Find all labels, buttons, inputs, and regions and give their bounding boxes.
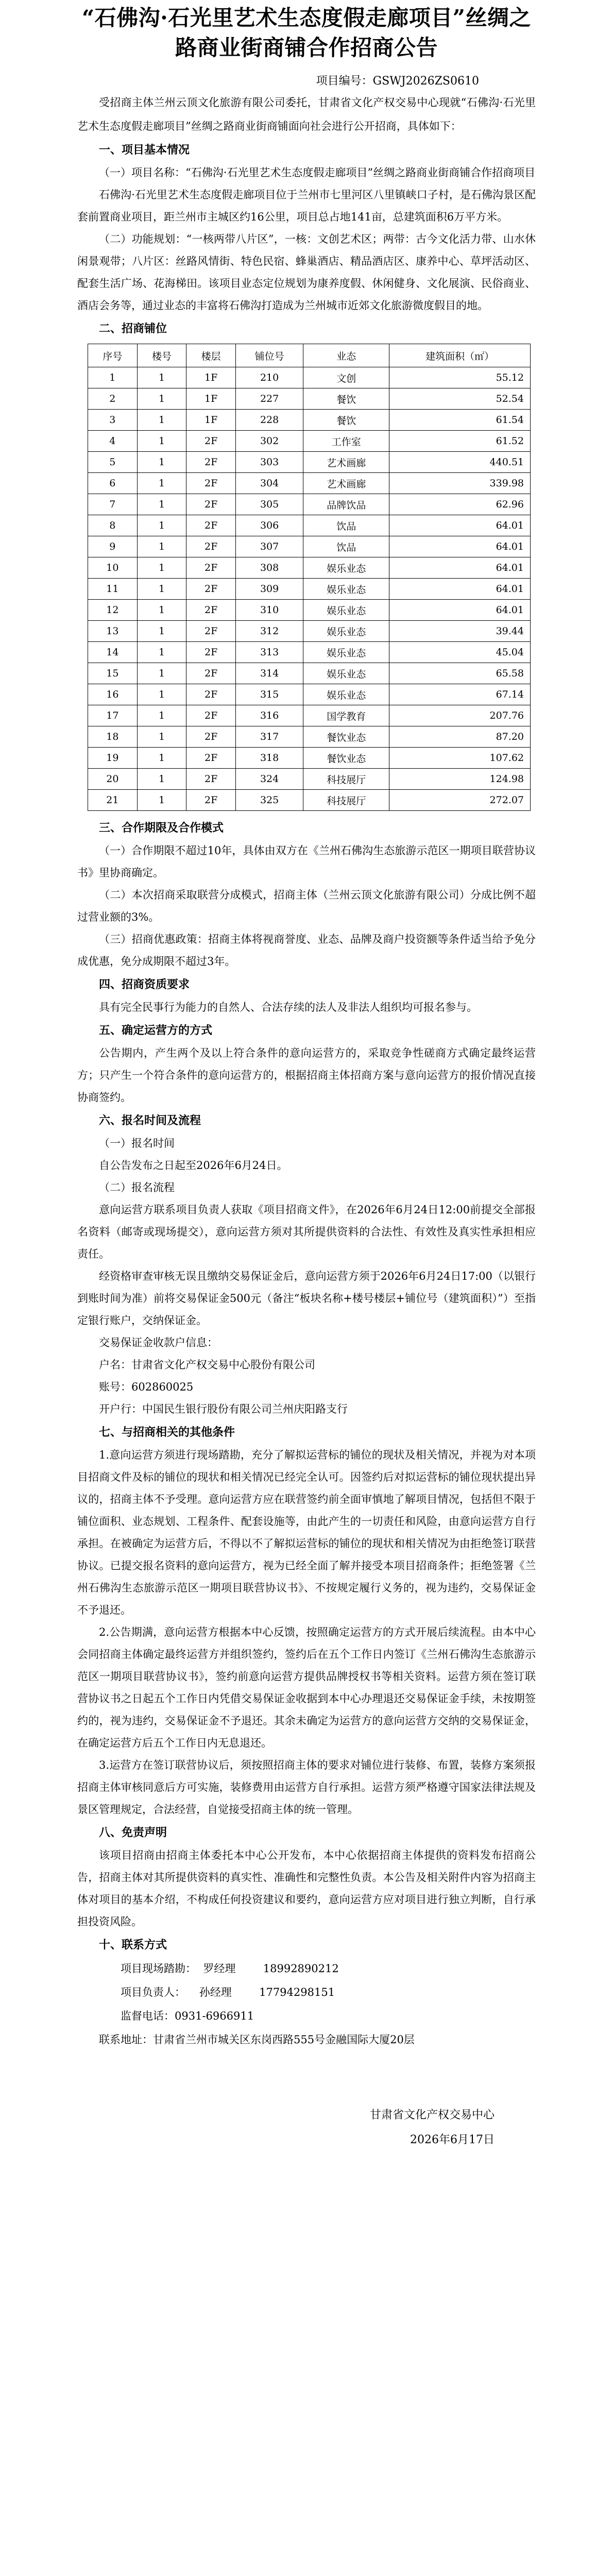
cell-floor: 2F [186, 621, 236, 642]
cell-index: 10 [88, 557, 138, 579]
cell-building: 1 [137, 621, 186, 642]
cell-index: 3 [88, 410, 138, 431]
deposit-paragraph: 经资格审查审核无误且缴纳交易保证金后，意向运营方须于2026年6月24日17:00（以银行到账时间为准）前将交易保证金500元（备注“板块名称+楼号楼层+铺位号（建筑面积）”）至指定银行账户，交纳保证金。 [77, 1270, 536, 1327]
table-row [88, 600, 531, 621]
cell-building: 1 [137, 600, 186, 621]
table-row [88, 367, 531, 388]
cell-unit-no: 304 [235, 473, 303, 494]
cell-business-type: 餐饮业态 [303, 748, 389, 769]
cell-area: 52.54 [389, 388, 531, 410]
cell-floor: 2F [186, 705, 236, 726]
col-header-building: 楼号 [137, 344, 186, 367]
project-number: 项目编号：GSWJ2026ZS0610 [316, 75, 479, 88]
cell-area: 64.01 [389, 600, 531, 621]
deposit-account-heading: 交易保证金收款户信息： [99, 1336, 218, 1349]
function-planning-paragraph: （二）功能规划：“一核两带八片区”，一核：文创艺术区；两带：古今文化活力带、山水休闲景观带；八片区：丝路风情街、特色民宿、蜂巢酒店、精品酒店区、康养中心、草坪活动区、配套生活广场、花海梯田。该项目业态定位规划为康养度假、休闲健身、文化展演、民俗商业、酒店会务等，通过业态的丰富将石佛沟打造成为兰州城市近郊文化旅游微度假目的地。 [77, 233, 536, 312]
cell-business-type: 科技展厅 [303, 769, 389, 790]
cell-floor: 2F [186, 726, 236, 748]
cell-business-type: 科技展厅 [303, 790, 389, 811]
issue-date: 2026年6月17日 [410, 2133, 495, 2146]
col-header-business-type: 业态 [303, 344, 389, 367]
cell-unit-no: 227 [235, 388, 303, 410]
table-row [88, 536, 531, 557]
cell-index: 15 [88, 663, 138, 684]
cell-business-type: 国学教育 [303, 705, 389, 726]
cell-area: 67.14 [389, 684, 531, 705]
cell-business-type: 品牌饮品 [303, 494, 389, 515]
cell-building: 1 [137, 557, 186, 579]
issuer-name: 甘肃省文化产权交易中心 [369, 2109, 495, 2122]
cell-index: 7 [88, 494, 138, 515]
contact-supervision-phone: 监督电话：0931-6966911 [121, 2010, 254, 2022]
cell-area: 61.52 [389, 431, 531, 452]
cell-business-type: 娱乐业态 [303, 579, 389, 600]
registration-time-paragraph: 自公告发布之日起至2026年6月24日。 [99, 1159, 288, 1172]
section-heading-selection: 五、确定运营方的方式 [99, 1024, 213, 1037]
cell-area: 87.20 [389, 726, 531, 748]
cell-floor: 2F [186, 642, 236, 663]
cell-area: 64.01 [389, 515, 531, 536]
cell-building: 1 [137, 536, 186, 557]
cell-floor: 2F [186, 579, 236, 600]
cell-area: 39.44 [389, 621, 531, 642]
table-row [88, 579, 531, 600]
cell-floor: 2F [186, 473, 236, 494]
table-row [88, 790, 531, 811]
cell-area: 207.76 [389, 705, 531, 726]
qualification-paragraph: 具有完全民事行为能力的自然人、合法存续的法人及非法人组织均可报名参与。 [99, 1001, 478, 1013]
table-row [88, 748, 531, 769]
cell-floor: 1F [186, 410, 236, 431]
cell-floor: 2F [186, 769, 236, 790]
cell-floor: 2F [186, 748, 236, 769]
cell-business-type: 艺术画廊 [303, 452, 389, 473]
cell-area: 64.01 [389, 579, 531, 600]
cell-building: 1 [137, 726, 186, 748]
cell-floor: 2F [186, 494, 236, 515]
cell-unit-no: 316 [235, 705, 303, 726]
cell-unit-no: 324 [235, 769, 303, 790]
table-row [88, 621, 531, 642]
cell-floor: 2F [186, 536, 236, 557]
section-heading-disclaimer: 八、免责声明 [99, 1826, 167, 1839]
cell-unit-no: 312 [235, 621, 303, 642]
cell-area: 272.07 [389, 790, 531, 811]
table-row [88, 726, 531, 748]
cell-unit-no: 318 [235, 748, 303, 769]
table-row [88, 684, 531, 705]
cell-index: 6 [88, 473, 138, 494]
cell-index: 13 [88, 621, 138, 642]
cell-floor: 2F [186, 684, 236, 705]
cell-building: 1 [137, 684, 186, 705]
cell-business-type: 娱乐业态 [303, 642, 389, 663]
cell-unit-no: 317 [235, 726, 303, 748]
project-location-paragraph: 石佛沟·石光里艺术生态度假走廊项目位于兰州市七里河区八里镇峡口子村，是石佛沟景区配套前置商业项目，距兰州市主城区约16公里，项目总占地141亩，总建筑面积6万平方米。 [77, 189, 536, 223]
cell-index: 2 [88, 388, 138, 410]
cell-unit-no: 305 [235, 494, 303, 515]
cell-index: 17 [88, 705, 138, 726]
incentive-policy-paragraph: （三）招商优惠政策：招商主体将视商誉度、业态、品牌及商户投资额等条件适当给予免分成优惠，免分成期限不超过3年。 [77, 933, 536, 968]
account-name: 户名：甘肃省文化产权交易中心股份有限公司 [99, 1359, 315, 1371]
table-row [88, 473, 531, 494]
cell-unit-no: 315 [235, 684, 303, 705]
cell-index: 5 [88, 452, 138, 473]
cell-area: 107.62 [389, 748, 531, 769]
registration-process-heading: （二）报名流程 [99, 1181, 175, 1194]
cell-business-type: 饮品 [303, 536, 389, 557]
cell-area: 339.98 [389, 473, 531, 494]
cell-unit-no: 313 [235, 642, 303, 663]
table-row [88, 452, 531, 473]
cell-floor: 2F [186, 663, 236, 684]
cell-index: 18 [88, 726, 138, 748]
cell-area: 62.96 [389, 494, 531, 515]
cell-business-type: 饮品 [303, 515, 389, 536]
col-header-index: 序号 [88, 344, 138, 367]
cell-building: 1 [137, 494, 186, 515]
cell-business-type: 艺术画廊 [303, 473, 389, 494]
cell-area: 65.58 [389, 663, 531, 684]
intro-paragraph: 受招商主体兰州云顶文化旅游有限公司委托，甘肃省文化产权交易中心现就“石佛沟·石光里艺术生态度假走廊项目”丝绸之路商业街商铺面向社会进行公开招商，具体如下： [77, 96, 536, 132]
cell-business-type: 餐饮业态 [303, 726, 389, 748]
page-title: “石佛沟·石光里艺术生态度假走廊项目”丝绸之路商业街商铺合作招商公告 [82, 5, 531, 60]
cooperation-mode-paragraph: （二）本次招商采取联营分成模式，招商主体（兰州云顶文化旅游有限公司）分成比例不超过营业额的3%。 [77, 889, 536, 923]
cell-floor: 2F [186, 600, 236, 621]
cell-index: 1 [88, 367, 138, 388]
table-row [88, 515, 531, 536]
cell-floor: 2F [186, 557, 236, 579]
section-heading-other-conditions: 七、与招商相关的其他条件 [99, 1426, 235, 1439]
section-heading-registration: 六、报名时间及流程 [99, 1114, 201, 1127]
cell-unit-no: 302 [235, 431, 303, 452]
cell-building: 1 [137, 579, 186, 600]
col-header-floor: 楼层 [186, 344, 236, 367]
cell-unit-no: 228 [235, 410, 303, 431]
cell-area: 124.98 [389, 769, 531, 790]
cell-building: 1 [137, 367, 186, 388]
units-table [88, 344, 531, 811]
cell-floor: 2F [186, 790, 236, 811]
cell-business-type: 娱乐业态 [303, 600, 389, 621]
cell-index: 11 [88, 579, 138, 600]
table-row [88, 642, 531, 663]
cell-unit-no: 307 [235, 536, 303, 557]
table-row [88, 494, 531, 515]
cell-unit-no: 310 [235, 600, 303, 621]
cell-business-type: 娱乐业态 [303, 684, 389, 705]
table-row [88, 705, 531, 726]
cell-area: 45.04 [389, 642, 531, 663]
condition-2-paragraph: 2.公告期满，意向运营方根据本中心反馈，按照确定运营方的方式开展后续流程。由本中心会同招商主体确定最终运营方并组织签约，签约后在五个工作日内签订《兰州石佛沟生态旅游示范区一期项目联营协议书》，签约前意向运营方提供品牌授权书等相关资料。运营方须在签订联营协议书之日起五个工作日内凭借交易保证金收据到本中心办理退还交易保证金手续，未按期签约的，视为违约，交易保证金不予退还。其余未确定为运营方的意向运营方交纳的交易保证金，在确定运营方后五个工作日内无息退还。 [77, 1626, 536, 1749]
cell-business-type: 工作室 [303, 431, 389, 452]
cell-floor: 2F [186, 452, 236, 473]
cell-business-type: 娱乐业态 [303, 663, 389, 684]
cell-index: 20 [88, 769, 138, 790]
cell-business-type: 文创 [303, 367, 389, 388]
project-name-paragraph: （一）项目名称：“石佛沟·石光里艺术生态度假走廊项目”丝绸之路商业街商铺合作招商项目 [99, 166, 536, 179]
cell-index: 8 [88, 515, 138, 536]
cell-business-type: 娱乐业态 [303, 557, 389, 579]
condition-3-paragraph: 3.运营方在签订联营协议后，须按照招商主体的要求对铺位进行装修、布置，装修方案须报招商主体审核同意后方可实施，装修费用由运营方自行承担。运营方须严格遵守国家法律法规及景区管理规定，合法经营，自觉接受招商主体的统一管理。 [77, 1759, 536, 1816]
cell-area: 64.01 [389, 557, 531, 579]
cell-floor: 1F [186, 367, 236, 388]
cell-index: 9 [88, 536, 138, 557]
cell-area: 61.54 [389, 410, 531, 431]
condition-1-paragraph: 1.意向运营方须进行现场踏勘，充分了解拟运营标的铺位的现状及相关情况，并视为对本项目招商文件及标的铺位的现状和相关情况已经完全认可。因签约后对拟运营标的铺位现状提出异议的，招商主体不予受理。意向运营方应在联营签约前全面审慎地了解项目情况，包括但不限于铺位面积、业态规划、工程条件、配套设施等，由此产生的一切责任和风险，由意向运营方自行承担。在被确定为运营方后，不得以不了解拟运营标的铺位的现状和相关情况为由拒绝签订联营协议。已提交报名资料的意向运营方，视为已经全面了解并接受本项目招商条件；拒绝签署《兰州石佛沟生态旅游示范区一期项目联营协议书》、不按规定履行义务的，视为违约，交易保证金不予退还。 [77, 1449, 536, 1616]
cell-index: 12 [88, 600, 138, 621]
cell-area: 55.12 [389, 367, 531, 388]
cell-building: 1 [137, 705, 186, 726]
cell-unit-no: 303 [235, 452, 303, 473]
cell-index: 19 [88, 748, 138, 769]
cell-unit-no: 309 [235, 579, 303, 600]
section-heading-project-info: 一、项目基本情况 [99, 143, 190, 157]
section-heading-cooperation: 三、合作期限及合作模式 [99, 821, 224, 835]
table-row [88, 388, 531, 410]
col-header-area: 建筑面积（㎡） [389, 344, 531, 367]
contact-address: 联系地址：甘肃省兰州市城关区东岗西路555号金融国际大厦20层 [99, 2033, 415, 2046]
cell-unit-no: 306 [235, 515, 303, 536]
col-header-unit-no: 铺位号 [235, 344, 303, 367]
units-table-body [88, 367, 531, 811]
cell-floor: 2F [186, 515, 236, 536]
cell-index: 4 [88, 431, 138, 452]
cell-area: 64.01 [389, 536, 531, 557]
cell-unit-no: 325 [235, 790, 303, 811]
section-heading-contact: 十、联系方式 [99, 1938, 167, 1952]
cell-index: 14 [88, 642, 138, 663]
cell-business-type: 餐饮 [303, 410, 389, 431]
table-row [88, 431, 531, 452]
cell-floor: 1F [186, 388, 236, 410]
contact-project-lead: 项目负责人： 孙经理 17794298151 [121, 1986, 335, 1998]
cell-building: 1 [137, 431, 186, 452]
cell-building: 1 [137, 748, 186, 769]
selection-method-paragraph: 公告期内，产生两个及以上符合条件的意向运营方的，采取竞争性磋商方式确定最终运营方；只产生一个符合条件的意向运营方的，根据招商主体招商方案与意向运营方的报价情况直接协商签约。 [77, 1047, 536, 1104]
account-bank: 开户行：中国民生银行股份有限公司兰州庆阳路支行 [99, 1403, 348, 1415]
disclaimer-paragraph: 该项目招商由招商主体委托本中心公开发布，本中心依据招商主体提供的资料发布招商公告，招商主体对其所提供资料的真实性、准确性和完整性负责。本公告及相关附件内容为招商主体对项目的基本介绍，不构成任何投资建议和要约，意向运营方应对项目进行独立判断，自行承担投资风险。 [77, 1849, 536, 1928]
cell-building: 1 [137, 642, 186, 663]
cell-unit-no: 314 [235, 663, 303, 684]
contact-site-visit: 项目现场踏勘： 罗经理 18992890212 [121, 1962, 339, 1975]
cell-building: 1 [137, 790, 186, 811]
section-heading-qualification: 四、招商资质要求 [99, 978, 190, 991]
cell-building: 1 [137, 388, 186, 410]
cooperation-term-paragraph: （一）合作期限不超过10年，具体由双方在《兰州石佛沟生态旅游示范区一期项目联营协议书》里协商确定。 [77, 844, 536, 879]
table-row [88, 769, 531, 790]
section-heading-units: 二、招商铺位 [99, 322, 167, 335]
account-number: 账号：602860025 [99, 1381, 194, 1393]
cell-building: 1 [137, 663, 186, 684]
table-row [88, 663, 531, 684]
cell-index: 16 [88, 684, 138, 705]
table-row [88, 557, 531, 579]
cell-building: 1 [137, 769, 186, 790]
cell-area: 440.51 [389, 452, 531, 473]
cell-unit-no: 210 [235, 367, 303, 388]
cell-building: 1 [137, 473, 186, 494]
cell-index: 21 [88, 790, 138, 811]
cell-building: 1 [137, 515, 186, 536]
cell-unit-no: 308 [235, 557, 303, 579]
cell-business-type: 餐饮 [303, 388, 389, 410]
registration-time-heading: （一）报名时间 [99, 1137, 175, 1149]
table-row [88, 410, 531, 431]
cell-building: 1 [137, 452, 186, 473]
cell-building: 1 [137, 410, 186, 431]
table-header-row [88, 344, 531, 367]
cell-floor: 2F [186, 431, 236, 452]
cell-business-type: 娱乐业态 [303, 621, 389, 642]
registration-process-paragraph: 意向运营方联系项目负责人获取《项目招商文件》，在2026年6月24日12:00前提交全部报名资料（邮寄或现场提交），意向运营方须对其所提供资料的合法性、有效性及真实性承担相应责任。 [77, 1204, 536, 1260]
